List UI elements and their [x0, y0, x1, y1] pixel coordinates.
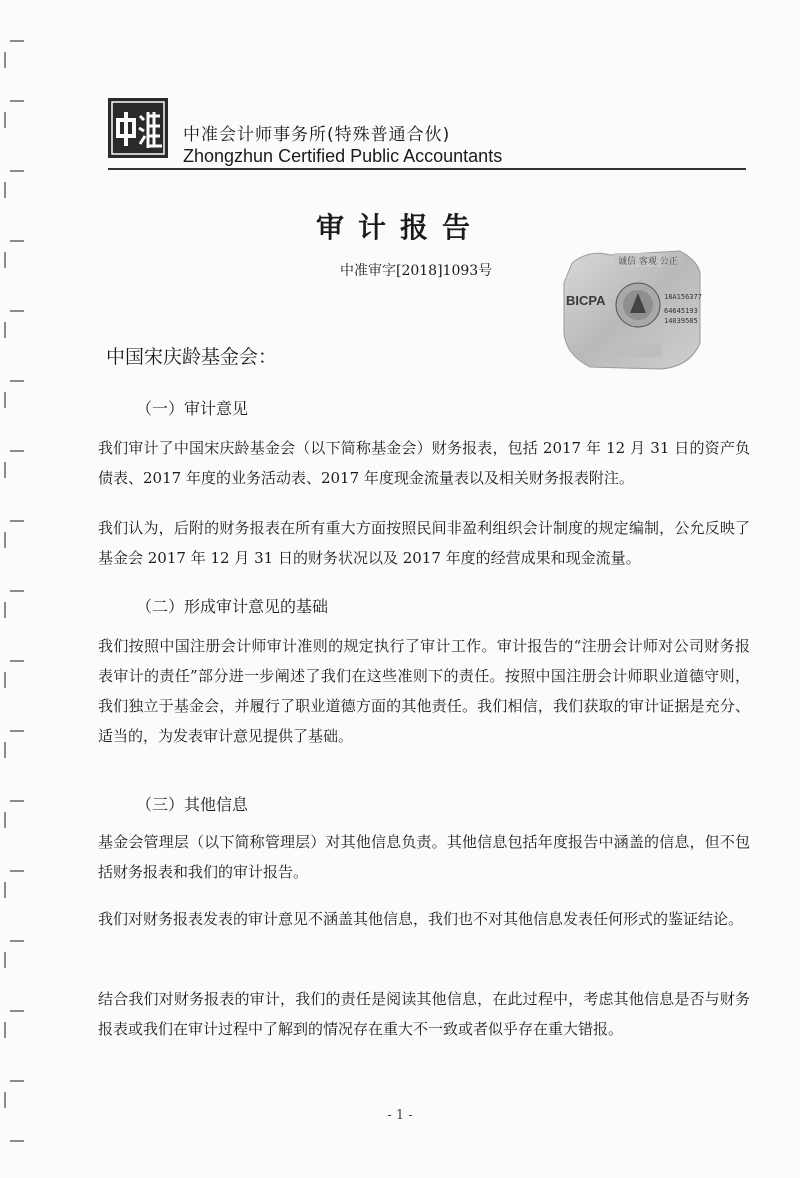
paragraph-text: 我们认为，后附的财务报表在所有重大方面按照民间非盈利组织会计制度的规定编制，公允反映了基金会 2017 年 12 月 31 日的财务状况以及 2017 年度的经营成果和现金流量。 — [98, 519, 750, 567]
firm-name-cn: 中准会计师事务所(特殊普通合伙) — [183, 125, 451, 145]
seal-label: BICPA — [566, 293, 606, 308]
paragraph-text: 我们按照中国注册会计师审计准则的规定执行了审计工作。审计报告的“注册会计师对公司财务报表审计的责任”部分进一步阐述了我们在这些准则下的责任。按照中国注册会计师职业道德守则，我们独立于基金会，并履行了职业道德方面的其他责任。我们相信，我们获取的审计证据是充分、适当的，为发表审计意见提供了基础。 — [98, 637, 750, 745]
paragraph-text: 我们对财务报表发表的审计意见不涵盖其他信息，我们也不对其他信息发表任何形式的鉴证结论。 — [98, 910, 744, 928]
paragraph-other-info-duty — [98, 984, 750, 1044]
section-heading-audit-opinion: （一）审计意见 — [136, 399, 249, 418]
paragraph-other-info-scope — [98, 904, 750, 934]
section-heading-basis: （二）形成审计意见的基础 — [136, 597, 329, 616]
seal-motto: 诚信 客观 公正 — [618, 257, 678, 267]
addressee: 中国宋庆龄基金会： — [106, 346, 278, 368]
seal-number-1: 18A156377 — [664, 293, 702, 301]
paragraph-opinion — [98, 513, 750, 573]
paragraph-audit-scope — [98, 433, 750, 493]
page-number: - 1 - — [387, 1108, 413, 1123]
report-title: 审计报告 — [315, 211, 484, 244]
paragraph-basis — [98, 631, 750, 751]
bicpa-seal-stamp — [560, 243, 702, 373]
paragraph-text: 我们审计了中国宋庆龄基金会（以下简称基金会）财务报表，包括 2017 年 12 月 31 日的资产负债表、2017 年度的业务活动表、2017 年度现金流量表以及相关财务报表附注。 — [98, 439, 750, 487]
document-number: 中准审字[2018]1093号 — [340, 263, 493, 279]
seal-number-2: 64645193 — [664, 307, 698, 315]
header-rule — [108, 168, 746, 170]
paragraph-other-info-responsibility — [98, 827, 750, 887]
section-heading-other-info: （三）其他信息 — [136, 795, 249, 814]
seal-number-3: 14039585 — [664, 317, 698, 325]
binding-marks — [0, 0, 30, 1178]
firm-logo — [108, 98, 168, 158]
paragraph-text: 基金会管理层（以下简称管理层）对其他信息负责。其他信息包括年度报告中涵盖的信息，但不包括财务报表和我们的审计报告。 — [98, 833, 750, 881]
paragraph-text: 结合我们对财务报表的审计，我们的责任是阅读其他信息，在此过程中，考虑其他信息是否与财务报表或我们在审计过程中了解到的情况存在重大不一致或者似乎存在重大错报。 — [98, 990, 750, 1038]
firm-name-en: Zhongzhun Certified Public Accountants — [183, 146, 503, 166]
